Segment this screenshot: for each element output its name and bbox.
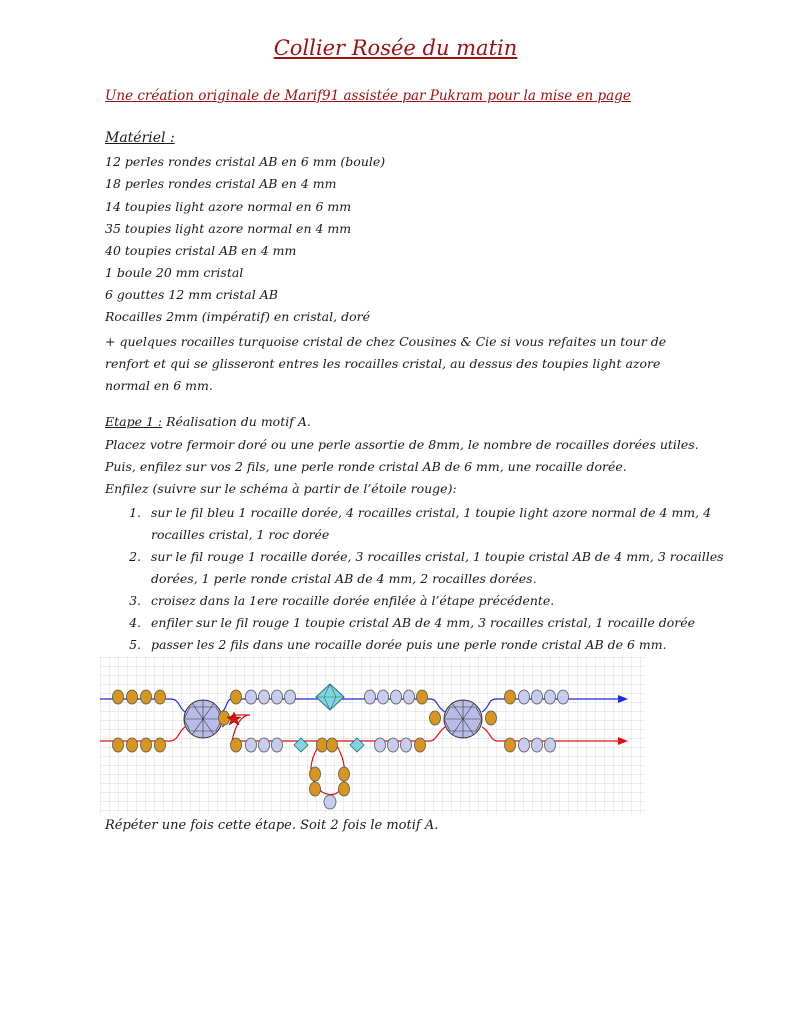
- step1-heading-rest: Réalisation du motif A.: [162, 414, 311, 429]
- crystal-seed-bead: [558, 690, 569, 704]
- crystal-seed-bead: [401, 738, 412, 752]
- instruction-item: 4. enfiler sur le fil rouge 1 toupie cristal AB de 4 mm, 3 rocailles cristal, 1 rocaille dorée: [145, 612, 730, 634]
- step1-intro-line: Enfilez (suivre sur le schéma à partir de l’étoile rouge):: [105, 481, 457, 496]
- gold-seed-bead: [310, 767, 321, 781]
- gold-seed-bead: [339, 767, 350, 781]
- material-item: Rocailles 2mm (impératif) en cristal, doré: [105, 309, 370, 324]
- material-item: 14 toupies light azore normal en 6 mm: [105, 199, 352, 214]
- materials-heading: Matériel :: [105, 130, 175, 146]
- step1-instructions: [105, 502, 730, 656]
- gold-seed-bead: [127, 690, 138, 704]
- footer-note: Répéter une fois cette étape. Soit 2 fois le motif A.: [105, 818, 439, 833]
- gold-seed-bead: [231, 738, 242, 752]
- step1-heading: [105, 414, 311, 429]
- material-item: 18 perles rondes cristal AB en 4 mm: [105, 176, 337, 191]
- material-item: 1 boule 20 mm cristal: [105, 265, 244, 280]
- step1-intro-line: Puis, enfilez sur vos 2 fils, une perle ronde cristal AB de 6 mm, une rocaille dorée.: [105, 459, 627, 474]
- crystal-seed-bead: [375, 738, 386, 752]
- page-title: Collier Rosée du matin: [273, 36, 518, 60]
- grid-background: [100, 657, 645, 814]
- gold-seed-bead: [486, 711, 497, 725]
- gold-seed-bead: [141, 738, 152, 752]
- crystal-seed-bead: [545, 690, 556, 704]
- crystal-seed-bead: [246, 738, 257, 752]
- crystal-seed-bead: [272, 690, 283, 704]
- page-subtitle: Une création originale de Marif91 assistée par Pukram pour la mise en page: [105, 88, 631, 104]
- gold-seed-bead: [219, 711, 230, 725]
- gold-seed-bead: [141, 690, 152, 704]
- material-item: 40 toupies cristal AB en 4 mm: [105, 243, 297, 258]
- gold-seed-bead: [127, 738, 138, 752]
- crystal-seed-bead: [532, 738, 543, 752]
- gold-seed-bead: [155, 690, 166, 704]
- crystal-seed-bead: [259, 738, 270, 752]
- crystal-seed-bead: [272, 738, 283, 752]
- materials-note: + quelques rocailles turquoise cristal de chez Cousines & Cie si vous refaites un tour de renfort et qui se glisseront entres les rocailles cristal, au dessus des toupies light azore normal en 6 mm.: [105, 334, 667, 393]
- gold-seed-bead: [231, 690, 242, 704]
- material-item: 6 gouttes 12 mm cristal AB: [105, 287, 278, 302]
- gold-seed-bead: [310, 782, 321, 796]
- gold-seed-bead: [415, 738, 426, 752]
- gold-seed-bead: [417, 690, 428, 704]
- gold-seed-bead: [505, 738, 516, 752]
- gold-seed-bead: [155, 738, 166, 752]
- crystal-seed-bead: [388, 738, 399, 752]
- instruction-item: 1. sur le fil bleu 1 rocaille dorée, 4 rocailles cristal, 1 toupie light azore normal de 4 mm, 4 rocailles cristal, 1 roc dorée: [145, 502, 730, 546]
- gold-seed-bead: [113, 738, 124, 752]
- crystal-seed-bead: [285, 690, 296, 704]
- round-crystal-4mm-bead: [324, 795, 336, 809]
- material-item: 35 toupies light azore normal en 4 mm: [105, 221, 352, 236]
- instruction-item: 2. sur le fil rouge 1 rocaille dorée, 3 rocailles cristal, 1 toupie cristal AB de 4 mm, 3 rocailles dorées, 1 perle ronde cristal AB de 4 mm, 2 rocailles dorées.: [145, 546, 730, 590]
- crystal-seed-bead: [404, 690, 415, 704]
- gold-seed-bead: [339, 782, 350, 796]
- crystal-seed-bead: [259, 690, 270, 704]
- crystal-seed-bead: [246, 690, 257, 704]
- bead-pattern-diagram: [100, 657, 645, 814]
- gold-seed-bead: [430, 711, 441, 725]
- crystal-seed-bead: [378, 690, 389, 704]
- material-item: 12 perles rondes cristal AB en 6 mm (boule): [105, 154, 386, 169]
- crystal-seed-bead: [391, 690, 402, 704]
- gold-seed-bead: [113, 690, 124, 704]
- instruction-item: 5. passer les 2 fils dans une rocaille dorée puis une perle ronde cristal AB de 6 mm.: [145, 634, 730, 656]
- gold-seed-bead: [327, 738, 338, 752]
- step1-intro-line: Placez votre fermoir doré ou une perle assortie de 8mm, le nombre de rocailles dorées utiles.: [105, 437, 699, 452]
- crystal-seed-bead: [519, 738, 530, 752]
- gold-seed-bead: [317, 738, 328, 752]
- crystal-seed-bead: [519, 690, 530, 704]
- crystal-seed-bead: [545, 738, 556, 752]
- step1-heading-label: Etape 1 :: [105, 414, 163, 429]
- instruction-item: 3. croisez dans la 1ere rocaille dorée enfilée à l’étape précédente.: [145, 590, 730, 612]
- gold-seed-bead: [505, 690, 516, 704]
- crystal-seed-bead: [532, 690, 543, 704]
- crystal-seed-bead: [365, 690, 376, 704]
